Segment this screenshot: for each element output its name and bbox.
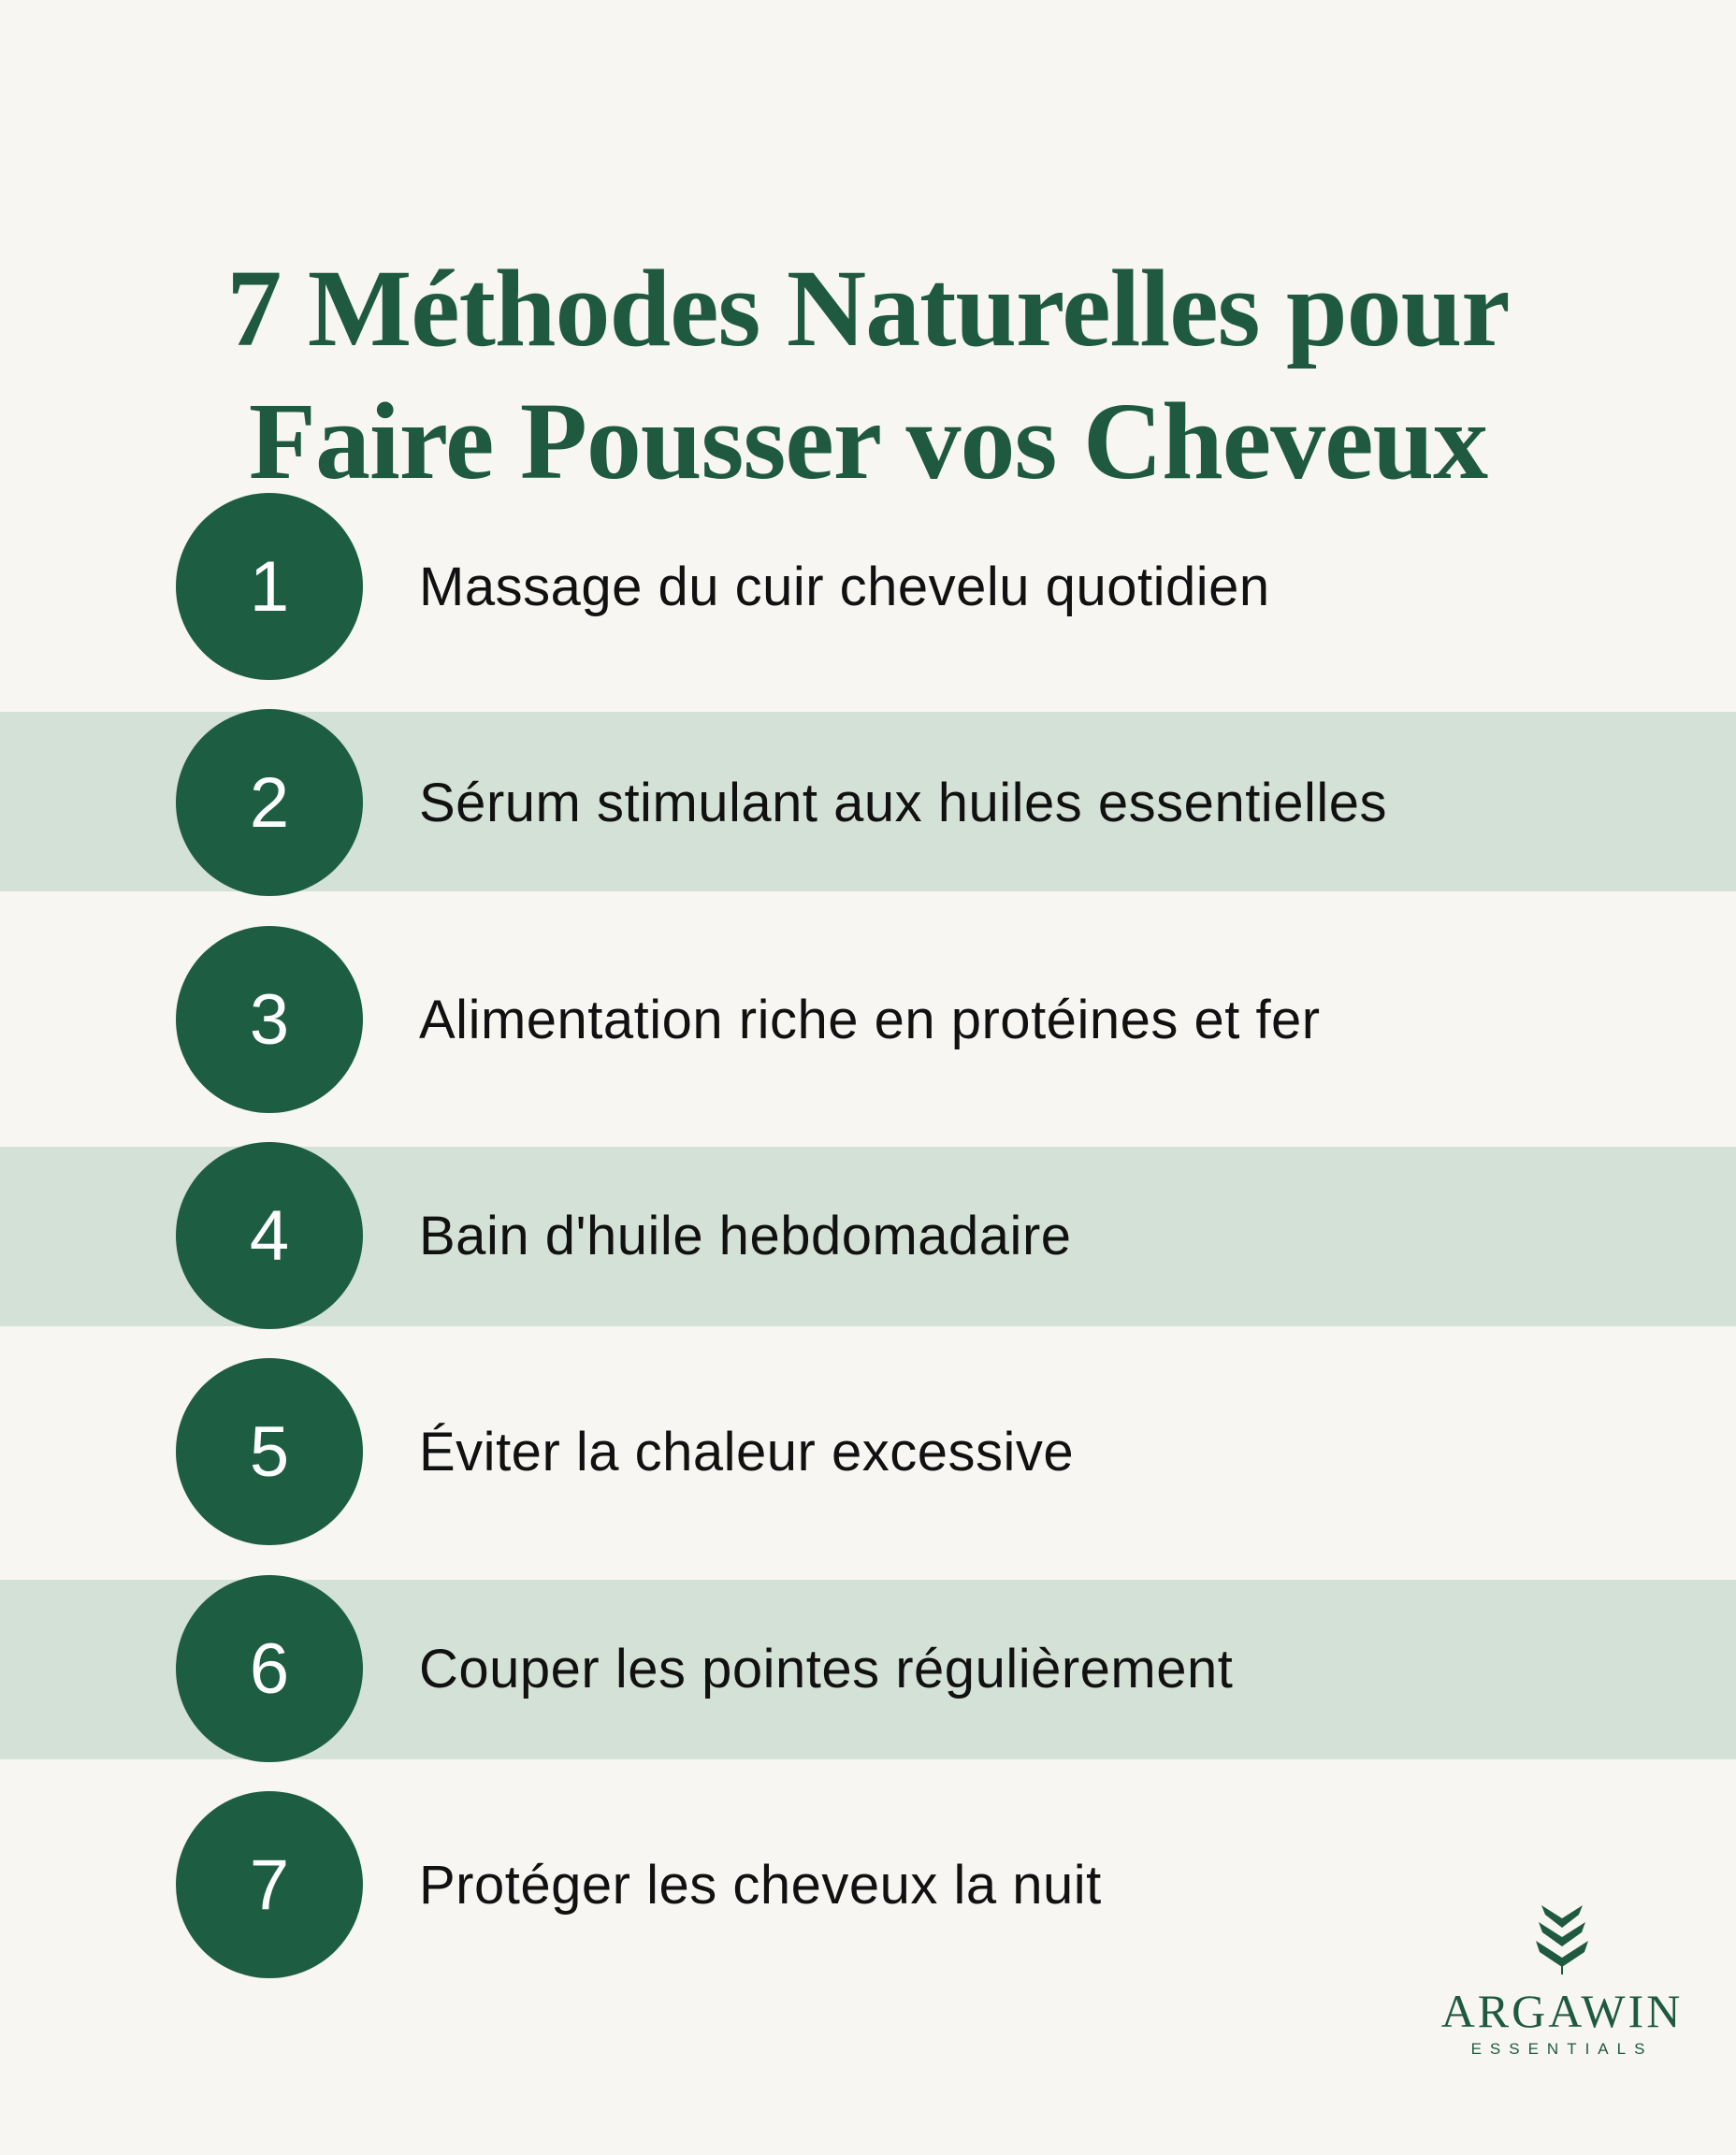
item-label: Protéger les cheveux la nuit — [419, 1854, 1102, 1916]
list-item — [0, 1358, 1736, 1545]
brand-logo — [1431, 1903, 1693, 2059]
number-badge: 6 — [176, 1575, 363, 1762]
number-badge: 5 — [176, 1358, 363, 1545]
item-label: Alimentation riche en protéines et fer — [419, 989, 1321, 1050]
number-badge: 3 — [176, 926, 363, 1113]
list-item — [0, 926, 1736, 1113]
item-label: Couper les pointes régulièrement — [419, 1638, 1234, 1699]
number-badge: 7 — [176, 1791, 363, 1978]
list-item — [0, 1142, 1736, 1329]
item-label: Bain d'huile hebdomadaire — [419, 1205, 1072, 1266]
leaf-chevron-icon — [1534, 1903, 1590, 1976]
number-badge: 1 — [176, 493, 363, 680]
list-item — [0, 493, 1736, 680]
title-line-2: Faire Pousser vos Cheveux — [248, 380, 1488, 503]
item-label: Éviter la chaleur excessive — [419, 1421, 1075, 1482]
brand-name: ARGAWIN — [1440, 1985, 1684, 2037]
number-badge: 2 — [176, 709, 363, 896]
brand-subtitle: ESSENTIALS — [1470, 2040, 1654, 2058]
number-badge: 4 — [176, 1142, 363, 1329]
page-title — [0, 242, 1736, 508]
list-item — [0, 709, 1736, 896]
item-label: Sérum stimulant aux huiles essentielles — [419, 772, 1387, 833]
item-label: Massage du cuir chevelu quotidien — [419, 556, 1270, 617]
title-line-1: 7 Méthodes Naturelles pour — [226, 247, 1510, 370]
list-item — [0, 1575, 1736, 1762]
